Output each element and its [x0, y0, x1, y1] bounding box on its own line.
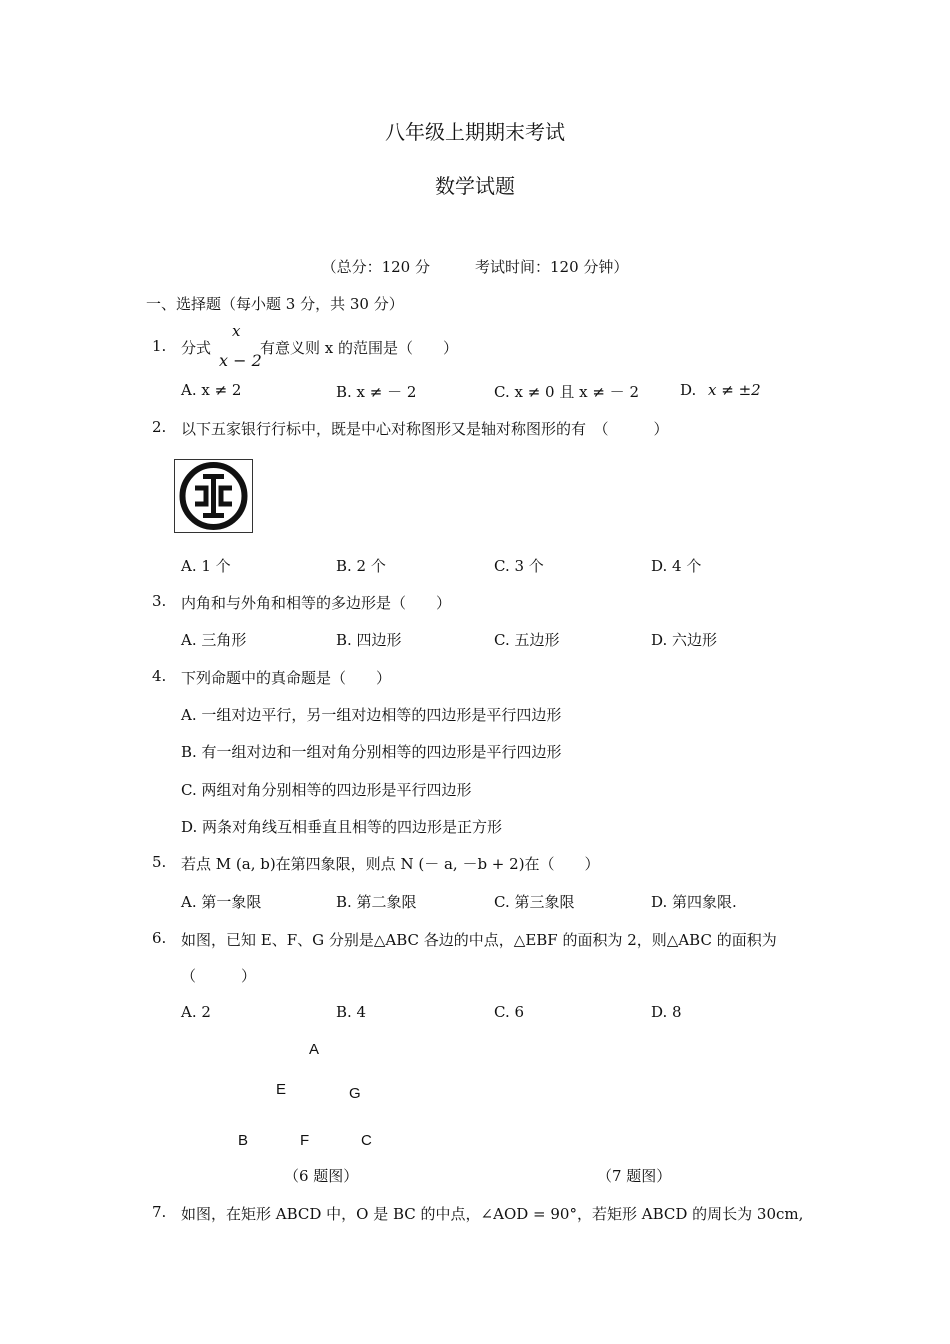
- option-a: A. 三角形: [181, 631, 247, 649]
- question-text: 如图，在矩形 ABCD 中，O 是 BC 的中点，∠AOD = 90°，若矩形 ABCD 的周长为 30cm,: [181, 1205, 804, 1223]
- figure-6-caption: （6 题图）: [284, 1167, 359, 1185]
- figure-label-g: G: [349, 1085, 361, 1102]
- option-d: D. 两条对角线互相垂直且相等的四边形是正方形: [181, 818, 503, 836]
- question-text: 下列命题中的真命题是（ ）: [181, 669, 392, 687]
- figure-7-caption: （7 题图）: [597, 1167, 672, 1185]
- question-number: 1.: [152, 337, 167, 355]
- fraction-numerator: x: [232, 322, 241, 340]
- figure-label-f: F: [300, 1132, 310, 1149]
- question-text: 内角和与外角和相等的多边形是（ ）: [181, 594, 452, 612]
- figure-label-b: B: [238, 1132, 249, 1149]
- option-b: B. x ≠ － 2: [336, 383, 417, 401]
- option-c: C. 两组对角分别相等的四边形是平行四边形: [181, 781, 472, 799]
- option-d-math: x ≠ ±2: [708, 381, 761, 399]
- option-a: A. 1 个: [181, 557, 231, 575]
- option-b: B. 四边形: [336, 631, 402, 649]
- option-c: C. 第三象限: [494, 893, 575, 911]
- figure-label-a: A: [309, 1041, 320, 1058]
- question-text-continued: （ ）: [181, 967, 257, 985]
- exam-meta: （总分：120 分 考试时间：120 分钟）: [321, 258, 629, 276]
- option-b: B. 有一组对边和一组对角分别相等的四边形是平行四边形: [181, 743, 562, 761]
- question-text: 分式: [181, 339, 212, 357]
- question-number: 4.: [152, 667, 167, 685]
- option-c: C. 五边形: [494, 631, 560, 649]
- option-d: D.: [680, 381, 697, 399]
- question-text: 以下五家银行行标中，既是中心对称图形又是轴对称图形的有 （ ）: [181, 420, 669, 438]
- option-c: C. 3 个: [494, 557, 544, 575]
- figure-label-e: E: [276, 1081, 287, 1098]
- option-b: B. 2 个: [336, 557, 386, 575]
- question-text: 如图，已知 E、F、G 分别是△ABC 各边的中点，△EBF 的面积为 2，则△ABC 的面积为: [181, 931, 777, 949]
- option-a: A. x ≠ 2: [181, 381, 242, 399]
- figure-label-c: C: [361, 1132, 372, 1149]
- fraction-denominator: x − 2: [219, 351, 262, 370]
- option-a: A. 一组对边平行，另一组对边相等的四边形是平行四边形: [181, 706, 562, 724]
- option-a: A. 第一象限: [181, 893, 262, 911]
- question-number: 7.: [152, 1203, 167, 1221]
- question-text: 若点 M (a, b)在第四象限，则点 N (－ a, －b + 2)在（ ）: [181, 855, 600, 873]
- exam-subtitle: 数学试题: [435, 174, 515, 198]
- bank-logo-image: [174, 459, 253, 533]
- question-number: 2.: [152, 418, 167, 436]
- question-number: 3.: [152, 592, 167, 610]
- option-c: C. x ≠ 0 且 x ≠ － 2: [494, 383, 639, 401]
- option-b: B. 第二象限: [336, 893, 417, 911]
- option-d: D. 第四象限.: [651, 893, 737, 911]
- option-d: D. 4 个: [651, 557, 702, 575]
- option-d: D. 六边形: [651, 631, 718, 649]
- option-c: C. 6: [494, 1003, 525, 1021]
- section-heading: 一、选择题（每小题 3 分，共 30 分）: [146, 295, 404, 313]
- option-a: A. 2: [181, 1003, 211, 1021]
- option-d: D. 8: [651, 1003, 682, 1021]
- icbc-logo-icon: [175, 460, 252, 532]
- option-b: B. 4: [336, 1003, 367, 1021]
- question-number: 6.: [152, 929, 167, 947]
- question-text: 有意义则 x 的范围是（ ）: [260, 339, 458, 357]
- question-number: 5.: [152, 853, 167, 871]
- exam-title: 八年级上期期末考试: [385, 120, 565, 144]
